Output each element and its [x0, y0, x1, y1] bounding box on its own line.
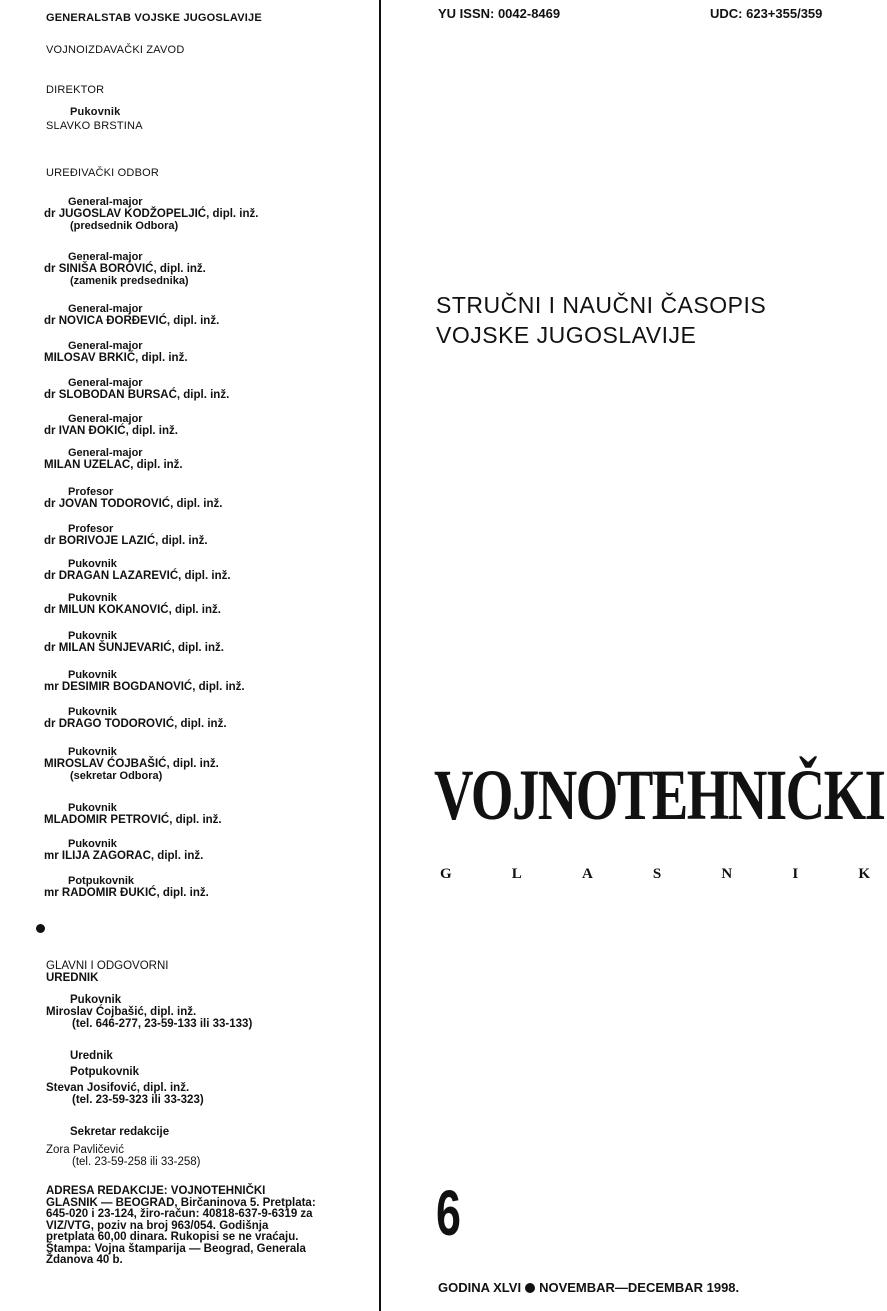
- member-name: MILAN UZELAC, dipl. inž.: [44, 459, 183, 471]
- member-name: MILOSAV BRKIĆ, dipl. inž.: [44, 352, 188, 364]
- board-member: [44, 303, 219, 327]
- member-rank: General-major: [68, 196, 143, 208]
- member-rank: Pukovnik: [68, 558, 117, 570]
- chief-editor-heading-1: GLAVNI I ODGOVORNI: [46, 960, 169, 972]
- chief-editor-block: [46, 960, 252, 1030]
- board-member: [44, 706, 227, 730]
- editorial-address: ADRESA REDAKCIJE: VOJNOTEHNIČKI GLASNIK — BEOGRAD, Birčaninova 5. Pretplata: 645-020 i 23-124, žiro-račun: 40818-637-9-6319 za VIZ/VTG, poziv na broj 963/054. Godišnja pretplata 60,00 dinara. Rukopisi se ne vraćaju. Štampa: Vojna štamparija — Beograd, Generala Ždanova 40 b.: [46, 1185, 316, 1266]
- member-note: (predsednik Odbora): [70, 220, 179, 232]
- chief-editor-rank: Pukovnik: [70, 994, 122, 1006]
- masthead-column: [0, 0, 378, 1311]
- director-name: SLAVKO BRSTINA: [46, 120, 143, 132]
- board-member: [44, 196, 258, 232]
- volume-year: GODINA XLVI: [438, 1280, 522, 1295]
- member-name: dr DRAGO TODOROVIĆ, dipl. inž.: [44, 718, 227, 730]
- member-rank: General-major: [68, 340, 143, 352]
- member-name: dr NOVICA ĐORĐEVIĆ, dipl. inž.: [44, 315, 220, 327]
- member-rank: Potpukovnik: [68, 875, 135, 887]
- editor-name: Stevan Josifović, dipl. inž.: [46, 1082, 190, 1094]
- member-rank: General-major: [68, 303, 143, 315]
- section-bullet: [36, 924, 45, 933]
- masthead-letter: A: [581, 866, 593, 882]
- secretary-block: [46, 1126, 201, 1168]
- board-member: [44, 486, 222, 510]
- member-name: dr JUGOSLAV KODŽOPELJIĆ, dipl. inž.: [44, 208, 259, 220]
- secretary-tel: (tel. 23-59-258 ili 33-258): [72, 1156, 201, 1168]
- member-name: dr MILAN ŠUNJEVARIĆ, dipl. inž.: [44, 642, 224, 654]
- board-member: [44, 592, 221, 616]
- board-member: [44, 447, 183, 471]
- general-staff: GENERALSTAB VOJSKE JUGOSLAVIJE: [46, 12, 262, 24]
- secretary-name: Zora Pavličević: [46, 1144, 124, 1156]
- board-member: [44, 802, 222, 826]
- member-name: mr RADOMIR ĐUKIĆ, dipl. inž.: [44, 887, 209, 899]
- issue-number: 6: [436, 1177, 461, 1249]
- subtitle-line-1: STRUČNI I NAUČNI ČASOPIS: [436, 292, 767, 318]
- chief-editor-name: Miroslav Ćojbašić, dipl. inž.: [46, 1006, 197, 1018]
- director-rank: Pukovnik: [70, 106, 121, 118]
- member-name: dr DRAGAN LAZAREVIĆ, dipl. inž.: [44, 570, 231, 582]
- masthead-subtitle: [440, 866, 870, 883]
- member-rank: General-major: [68, 413, 143, 425]
- editor-block: [46, 1050, 204, 1106]
- member-rank: Pukovnik: [68, 592, 117, 604]
- chief-editor-tel: (tel. 646-277, 23-59-133 ili 33-133): [72, 1018, 253, 1030]
- chief-editor-heading-2: UREDNIK: [46, 972, 99, 984]
- member-rank: General-major: [68, 377, 143, 389]
- member-name: MLADOMIR PETROVIĆ, dipl. inž.: [44, 814, 222, 826]
- issn: YU ISSN: 0042-8469: [438, 6, 561, 21]
- secretary-role: Sekretar redakcije: [70, 1126, 170, 1138]
- member-name: dr IVAN ĐOKIĆ, dipl. inž.: [44, 425, 178, 437]
- editorial-board-heading: UREĐIVAČKI ODBOR: [46, 167, 160, 179]
- subtitle-line-2: VOJSKE JUGOSLAVIJE: [436, 322, 697, 348]
- masthead-letter: K: [858, 866, 870, 882]
- issue-footer: [438, 1280, 739, 1295]
- footer-bullet: [525, 1283, 535, 1293]
- member-rank: Pukovnik: [68, 746, 117, 758]
- masthead-letter: G: [440, 866, 452, 882]
- board-member: [44, 875, 209, 899]
- member-rank: General-major: [68, 447, 143, 459]
- member-name: dr BORIVOJE LAZIĆ, dipl. inž.: [44, 535, 208, 547]
- board-member: [44, 746, 219, 782]
- issue-months: NOVEMBAR—DECEMBAR 1998.: [539, 1280, 740, 1295]
- member-name: dr SINIŠA BOROVIĆ, dipl. inž.: [44, 263, 206, 275]
- editor-role: Urednik: [70, 1050, 113, 1062]
- member-rank: Pukovnik: [68, 706, 117, 718]
- masthead-letter: S: [652, 866, 662, 882]
- editor-tel: (tel. 23-59-323 ili 33-323): [72, 1094, 204, 1106]
- cover-column: [382, 0, 887, 1311]
- board-member: [44, 630, 224, 654]
- board-member: [44, 340, 188, 364]
- masthead-letter: N: [721, 866, 733, 882]
- member-rank: Pukovnik: [68, 630, 117, 642]
- column-divider: [379, 0, 381, 1311]
- member-name: dr JOVAN TODOROVIĆ, dipl. inž.: [44, 498, 223, 510]
- member-name: dr MILUN KOKANOVIĆ, dipl. inž.: [44, 604, 221, 616]
- editor-rank: Potpukovnik: [70, 1066, 140, 1078]
- board-member: [44, 251, 206, 287]
- masthead-letter: I: [792, 866, 799, 882]
- board-member: [44, 377, 229, 401]
- masthead-title: VOJNOTEHNIČKI: [434, 755, 885, 835]
- board-member: [44, 523, 208, 547]
- member-rank: General-major: [68, 251, 143, 263]
- member-name: MIROSLAV ĆOJBAŠIĆ, dipl. inž.: [44, 758, 219, 770]
- member-name: dr SLOBODAN BURSAĆ, dipl. inž.: [44, 389, 230, 401]
- member-name: mr DESIMIR BOGDANOVIĆ, dipl. inž.: [44, 681, 245, 693]
- masthead-letter: L: [511, 866, 522, 882]
- board-member: [44, 413, 178, 437]
- member-rank: Profesor: [68, 523, 114, 535]
- member-name: mr ILIJA ZAGORAC, dipl. inž.: [44, 850, 204, 862]
- member-note: (zamenik predsednika): [70, 275, 189, 287]
- journal-subtitle: [436, 290, 766, 350]
- board-member: [44, 558, 231, 582]
- member-note: (sekretar Odbora): [70, 770, 163, 782]
- publishing-institute: VOJNOIZDAVAČKI ZAVOD: [46, 44, 185, 56]
- director-label: DIREKTOR: [46, 84, 105, 96]
- member-rank: Pukovnik: [68, 669, 117, 681]
- member-rank: Pukovnik: [68, 838, 117, 850]
- board-member: [44, 669, 245, 693]
- member-rank: Profesor: [68, 486, 114, 498]
- member-rank: Pukovnik: [68, 802, 117, 814]
- board-member: [44, 838, 203, 862]
- udc: UDC: 623+355/359: [710, 6, 823, 21]
